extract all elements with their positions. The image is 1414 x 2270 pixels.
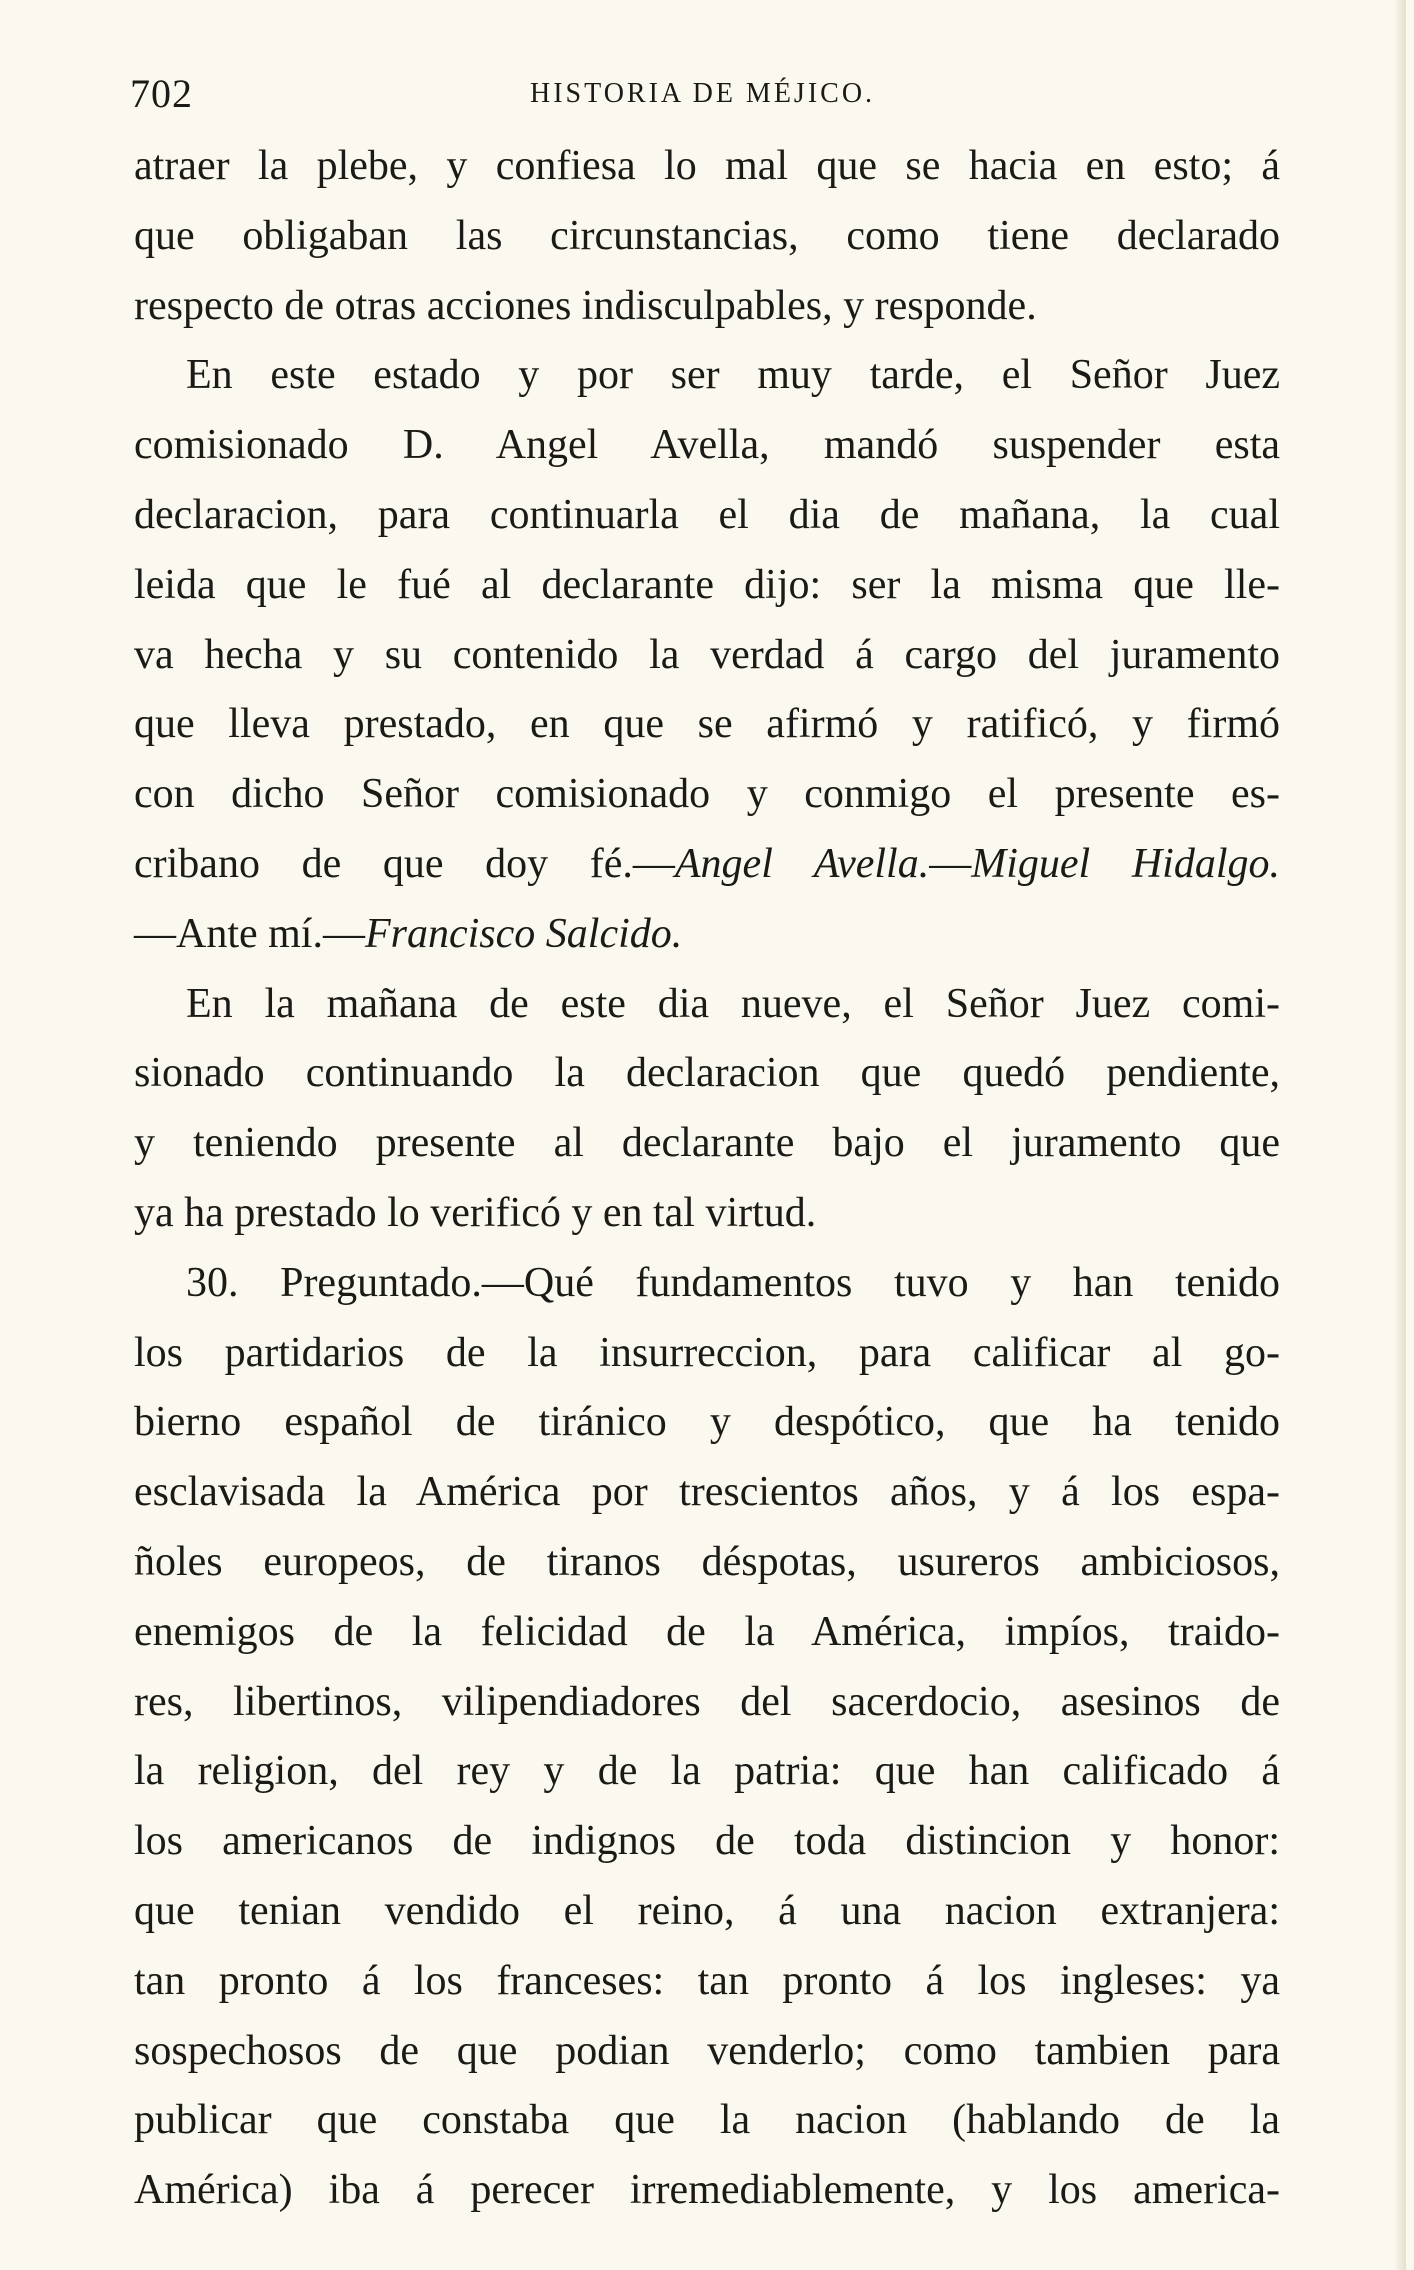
text-line: bierno español de tiránico y despótico, que ha tenido: [134, 1399, 1280, 1446]
signature-angel-avella: Angel Avella.: [674, 840, 930, 887]
text-line: los partidarios de la insurreccion, para calificar al go-: [134, 1329, 1280, 1376]
text-line: enemigos de la felicidad de la América, impíos, traido-: [134, 1608, 1280, 1655]
running-title: HISTORIA DE MÉJICO.: [530, 78, 876, 109]
signature-miguel-hidalgo: Miguel Hidalgo.: [971, 840, 1280, 887]
signature-separator: —: [929, 840, 972, 887]
text-line: que tenian vendido el reino, á una nacion extranjera:: [134, 1887, 1280, 1934]
text-line: que obligaban las circunstancias, como tiene declarado: [134, 212, 1280, 259]
text-line: respecto de otras acciones indisculpables, y responde.: [134, 282, 1037, 329]
text-line-signatures: [134, 830, 1280, 900]
text-line: sospechosos de que podian venderlo; como tambien para: [134, 2027, 1280, 2074]
text-line: En la mañana de este dia nueve, el Señor Juez comi-: [186, 980, 1280, 1027]
text-line: ya ha prestado lo verificó y en tal virtud.: [134, 1189, 817, 1236]
text-line: publicar que constaba que la nacion (hablando de la: [134, 2097, 1280, 2144]
text-line: ñoles europeos, de tiranos déspotas, usureros ambiciosos,: [134, 1538, 1280, 1585]
text-line: comisionado D. Angel Avella, mandó suspender esta: [134, 422, 1280, 469]
text-line: y teniendo presente al declarante bajo el juramento que: [134, 1120, 1280, 1167]
page-edge-shadow: [1394, 0, 1406, 2270]
text-line-signature: [134, 900, 1280, 970]
text-line: con dicho Señor comisionado y conmigo el presente es-: [134, 771, 1280, 818]
page-header: [130, 70, 1280, 130]
signature-francisco-salcido: Francisco Salcido.: [364, 910, 683, 957]
text-line: que lleva prestado, en que se afirmó y ratificó, y firmó: [134, 701, 1280, 748]
text-line: declaracion, para continuarla el dia de mañana, la cual: [134, 491, 1280, 538]
text-line: leida que le fué al declarante dijo: ser la misma que lle-: [134, 561, 1280, 608]
text-line: En este estado y por ser muy tarde, el Señor Juez: [186, 352, 1280, 399]
text-line: sionado continuando la declaracion que quedó pendiente,: [134, 1050, 1280, 1097]
text-line: tan pronto á los franceses: tan pronto á los ingleses: ya: [134, 1957, 1280, 2004]
page-number: 702: [130, 71, 193, 116]
body-text: [134, 132, 1280, 2226]
text-line: la religion, del rey y de la patria: que han calificado á: [134, 1748, 1280, 1795]
text-line: va hecha y su contenido la verdad á cargo del juramento: [134, 631, 1280, 678]
text-line: atraer la plebe, y confiesa lo mal que se hacia en esto; á: [134, 143, 1280, 189]
text-line: esclavisada la América por trescientos años, y á los espa-: [134, 1469, 1280, 1516]
text-line-start: —Ante mí.—: [134, 910, 365, 957]
text-line: América) iba á perecer irremediablemente, y los america-: [134, 2167, 1280, 2214]
text-line: los americanos de indignos de toda distincion y honor:: [134, 1818, 1280, 1865]
text-line: res, libertinos, vilipendiadores del sacerdocio, asesinos de: [134, 1678, 1280, 1725]
text-line-start: cribano de que doy fé.—: [134, 840, 675, 887]
text-line: 30. Preguntado.—Qué fundamentos tuvo y han tenido: [186, 1259, 1280, 1306]
